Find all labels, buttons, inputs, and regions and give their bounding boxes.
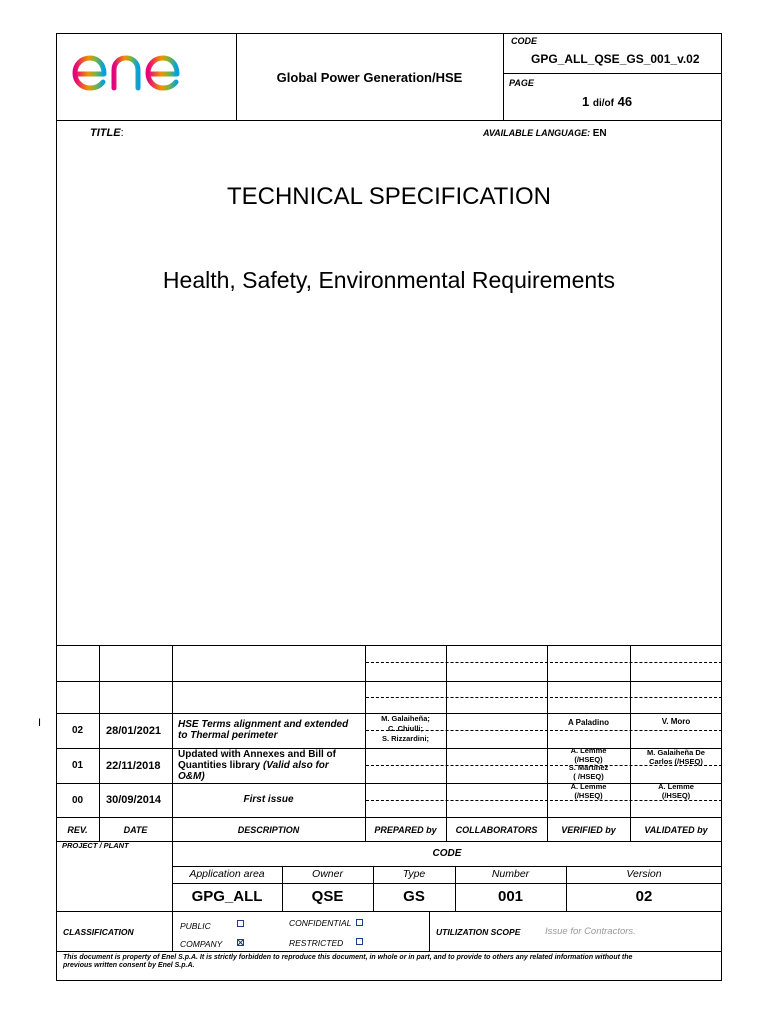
- document-heading: TECHNICAL SPECIFICATION: [226, 183, 552, 210]
- rev-number: 01: [72, 760, 84, 771]
- rev-col-line-4: [446, 645, 447, 841]
- code-value-owner: QSE: [311, 888, 344, 905]
- public-checkbox[interactable]: [237, 920, 244, 927]
- rev-row-line-1: [56, 681, 722, 682]
- rev-number: 00: [72, 795, 84, 806]
- rev-description: Updated with Annexes and Bill of Quantities library (Valid also for O&M): [178, 749, 336, 782]
- rev-header-date: DATE: [123, 825, 148, 835]
- rev-header-prepared: PREPARED by: [374, 825, 437, 835]
- code-value-number: 001: [497, 888, 524, 905]
- footer-notice: This document is property of Enel S.p.A. It is strictly forbidden to reproduce this document, in whole or in part, and to provide to others any related information without the previous written consent by Enel S.p.A.: [63, 954, 633, 969]
- confidential-checkbox[interactable]: [356, 919, 363, 926]
- rev-prepared: M. Galaiheña; C. Chiulli; S. Rizzardini;: [381, 714, 430, 743]
- language-label: AVAILABLE LANGUAGE:: [483, 128, 591, 138]
- confidential-label: CONFIDENTIAL: [289, 918, 352, 928]
- rev-date: 28/01/2021: [106, 725, 162, 737]
- rev-date: 30/09/2014: [106, 794, 162, 806]
- company-label: COMPANY: [180, 939, 223, 949]
- logo-letter-e1: [75, 58, 104, 88]
- code-value-version: 02: [635, 888, 653, 905]
- code-line-1: [172, 866, 722, 867]
- code-value-application-area: GPG_ALL: [191, 888, 263, 905]
- company-checkbox[interactable]: [237, 939, 244, 946]
- rev-validated: A. Lemme (/HSEQ): [658, 782, 694, 800]
- rev-verified: A. Lemme (/HSEQ) S. Martinez ( /HSEQ): [568, 746, 609, 781]
- document-subheading: Health, Safety, Environmental Requirements: [162, 267, 616, 293]
- page-label: PAGE: [509, 78, 534, 88]
- enel-logo: [70, 44, 206, 96]
- rev-header-collaborators: COLLABORATORS: [455, 825, 538, 835]
- rev-row-line-6: [56, 841, 722, 842]
- logo-letter-n: [114, 58, 138, 88]
- available-language: [483, 128, 607, 139]
- classification-divider-2: [429, 911, 430, 951]
- rev-description: First issue: [243, 794, 294, 805]
- header-code-page-divider: [503, 73, 722, 74]
- rev-row-line-5: [56, 817, 722, 818]
- rev-col-line-1: [99, 645, 100, 841]
- rev-header-rev: REV.: [67, 825, 88, 835]
- classification-divider-1: [172, 911, 173, 951]
- header-divider-2: [503, 33, 504, 120]
- code-section-label: CODE: [432, 848, 462, 859]
- code-value: GPG_ALL_QSE_GS_001_v.02: [531, 52, 700, 66]
- code-label: CODE: [511, 36, 538, 46]
- restricted-checkbox[interactable]: [356, 938, 363, 945]
- header-bottom-line: [56, 120, 722, 121]
- rev-header-verified: VERIFIED by: [561, 825, 616, 835]
- rev-dashed-5: [366, 800, 722, 801]
- rev-header-description: DESCRIPTION: [237, 825, 300, 835]
- rev-col-line-5: [547, 645, 548, 841]
- department-title: Global Power Generation/HSE: [276, 70, 463, 85]
- page-separator: di/of: [592, 98, 614, 109]
- restricted-label: RESTRICTED: [289, 938, 344, 948]
- rev-description: HSE Terms alignment and extended to Thermal perimeter: [178, 719, 349, 741]
- rev-validated: V. Moro: [661, 717, 691, 726]
- rev-header-validated: VALIDATED by: [644, 825, 708, 835]
- page-total: 46: [617, 94, 633, 109]
- logo-letter-e2: [148, 58, 177, 88]
- classification-label: CLASSIFICATION: [63, 927, 134, 937]
- rev-date: 22/11/2018: [106, 760, 161, 772]
- code-header-owner: Owner: [312, 868, 343, 880]
- classification-bottom-line: [56, 951, 722, 952]
- code-header-type: Type: [402, 868, 426, 880]
- page-number: 1: [582, 94, 590, 109]
- code-header-version: Version: [626, 868, 662, 880]
- rev-verified: A Paladino: [567, 718, 610, 727]
- rev-number: 02: [72, 725, 84, 736]
- rev-validated: M. Galaiheña De Carlos (/HSEQ): [647, 748, 705, 766]
- code-line-2: [172, 883, 722, 884]
- language-value: EN: [592, 128, 607, 139]
- rev-verified: A. Lemme (/HSEQ): [570, 782, 607, 800]
- title-label: TITLE:: [90, 127, 124, 139]
- code-bottom-line: [56, 911, 722, 912]
- project-plant-label: PROJECT / PLANT: [62, 841, 129, 850]
- rev-dashed-2: [366, 697, 722, 698]
- code-header-application-area: Application area: [189, 868, 265, 880]
- code-value-type: GS: [403, 888, 425, 905]
- code-header-number: Number: [491, 868, 530, 880]
- rev-col-line-2: [172, 645, 173, 841]
- rev-col-line-6: [630, 645, 631, 841]
- utilization-scope-value: Issue for Contractors.: [545, 926, 636, 937]
- logo-text: [0, 0, 1, 1]
- rev-table-top: [56, 645, 722, 646]
- rev-dashed-1: [366, 662, 722, 663]
- page-frame: [56, 33, 722, 981]
- public-label: PUBLIC: [180, 921, 211, 931]
- page-indicator: [582, 94, 632, 109]
- utilization-scope-label: UTILIZATION SCOPE: [436, 927, 521, 937]
- margin-revision-mark: I: [38, 717, 42, 729]
